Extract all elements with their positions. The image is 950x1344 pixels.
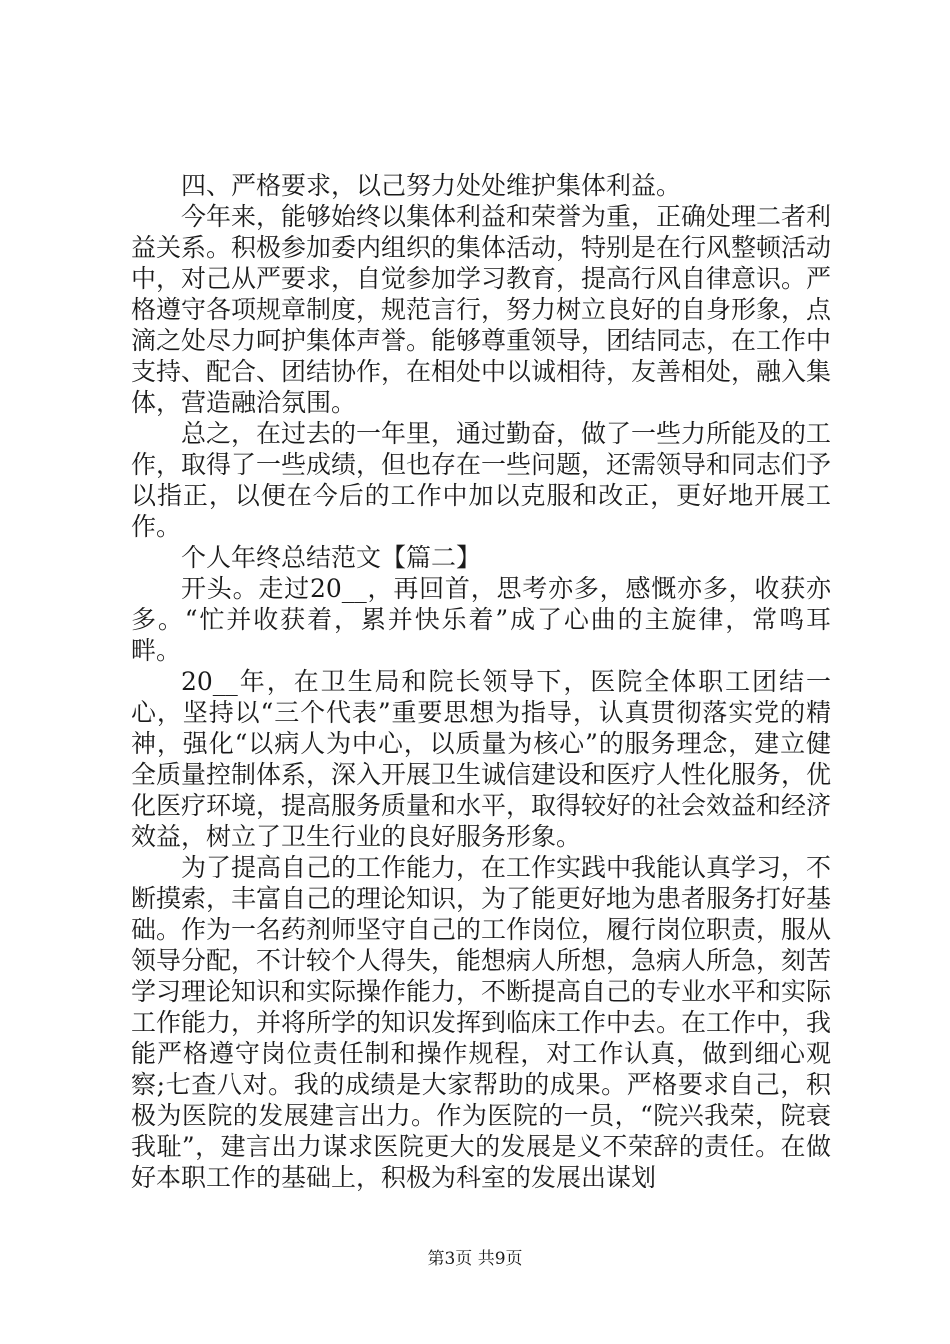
section-heading-four: 四、严格要求，以己努力处处维护集体利益。 bbox=[181, 171, 682, 200]
paragraph-collective-interest: 今年来，能够始终以集体利益和荣誉为重，正确处理二者利益关系。积极参加委内组织的集体活动，特别是在行风整顿活动中，对己从严要求，自觉参加学习教育，提高行风自律意识。严格遵守各项规章制度，规范言行，努力树立良好的自身形象，点滴之处尽力呵护集体声誉。能够尊重领导，团结同志，在工作中支持、配合、团结协作，在相处中以诚相待，友善相处，融入集体，营造融洽氛围。 bbox=[131, 202, 832, 417]
paragraph-summary: 总之，在过去的一年里，通过勤奋，做了一些力所能及的工作，取得了一些成绩，但也存在一些问题，还需领导和同志们予以指正，以便在今后的工作中加以克服和改正，更好地开展工作。 bbox=[131, 419, 832, 541]
article-title-part-two: 个人年终总结范文【篇二】 bbox=[181, 543, 482, 572]
paragraph-personal-ability: 为了提高自己的工作能力，在工作实践中我能认真学习，不断摸索，丰富自己的理论知识，为了能更好地为患者服务打好基础。作为一名药剂师坚守自己的工作岗位，履行岗位职责，服从领导分配，不计较个人得失，能想病人所想，急病人所急，刻苦学习理论知识和实际操作能力，不断提高自己的专业水平和实际工作能力，并将所学的知识发挥到临床工作中去。在工作中，我能严格遵守岗位责任制和操作规程，对工作认真，做到细心观察;七查八对。我的成绩是大家帮助的成果。严格要求自己，积极为医院的发展建言出力。作为医院的一员，“院兴我荣，院衰我耻”，建言出力谋求医院更大的发展是义不荣辞的责任。在做好本职工作的基础上，积极为科室的发展出谋划 bbox=[131, 853, 832, 1192]
page-number-footer: 第3页 共9页 bbox=[427, 1249, 523, 1269]
paragraph-hospital-work: 20__年，在卫生局和院长领导下，医院全体职工团结一心，坚持以“三个代表”重要思想为指导，认真贯彻落实党的精神，强化“以病人为中心，以质量为核心”的服务理念，建立健全质量控制体系，深入开展卫生诚信建设和医疗人性化服务，优化医疗环境，提高服务质量和水平，取得较好的社会效益和经济效益，树立了卫生行业的良好服务形象。 bbox=[131, 667, 832, 851]
document-body bbox=[131, 170, 831, 1193]
paragraph-opening: 开头。走过20__，再回首，思考亦多，感慨亦多，收获亦多。“忙并收获着，累并快乐着”成了心曲的主旋律，常鸣耳畔。 bbox=[131, 574, 831, 665]
